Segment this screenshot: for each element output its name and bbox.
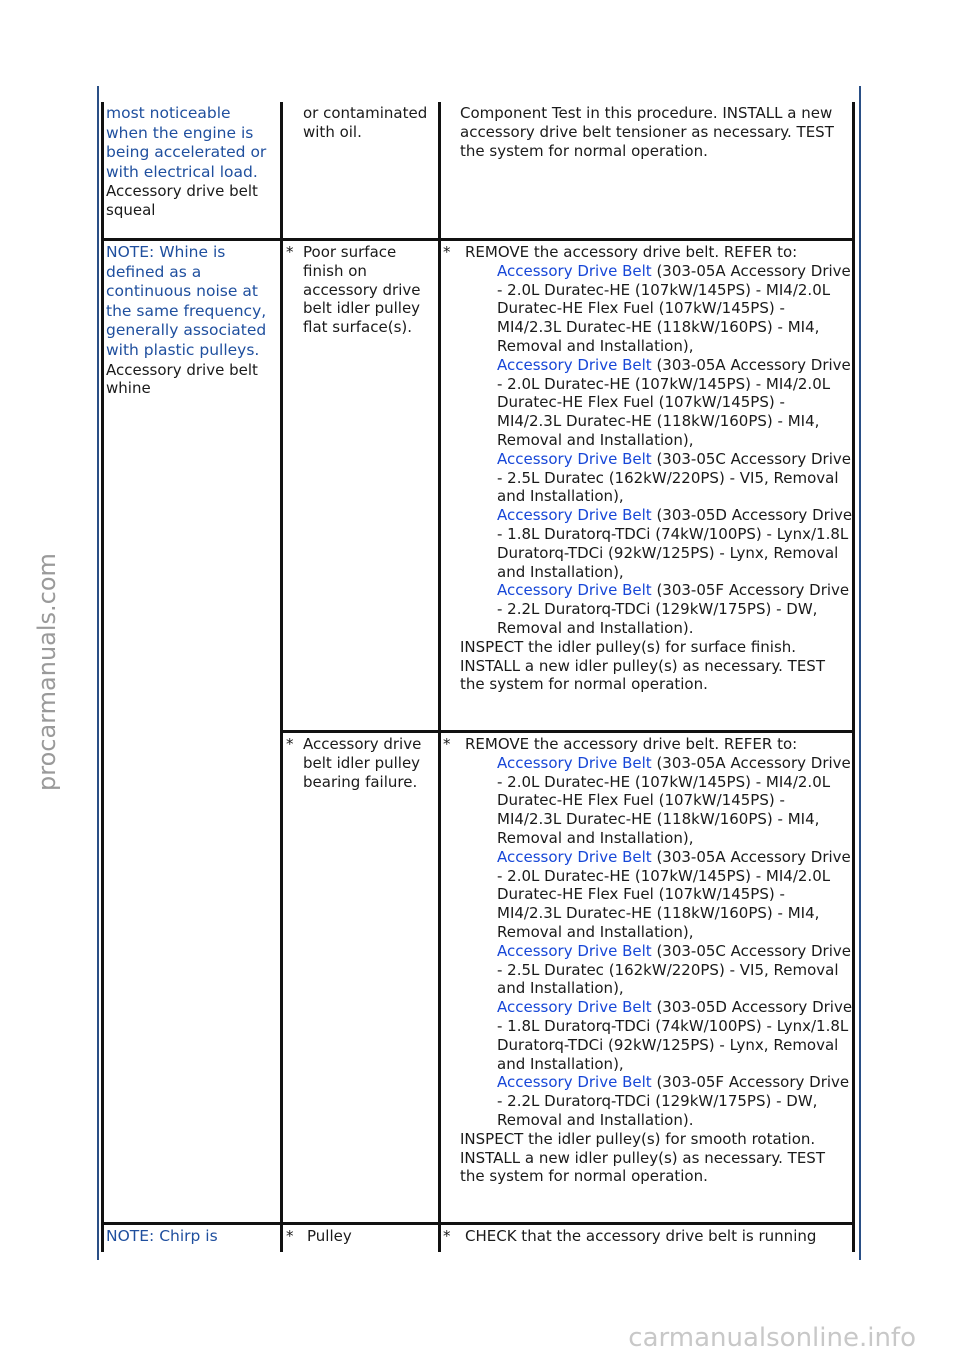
table-row (106, 243, 276, 398)
reference-list (443, 262, 853, 638)
action-text: Component Test in this procedure. INSTALL a new accessory drive belt tensioner as necessary. TEST the system for normal operation. (460, 104, 834, 160)
accessory-drive-belt-link[interactable]: Accessory Drive Belt (497, 998, 652, 1017)
action-cell (443, 735, 853, 1186)
reference-text: (303-05A Accessory Drive - 2.0L Duratec-HE (107kW/145PS) - MI4/2.0L Duratec-HE Flex Fuel (107kW/145PS) - MI4/2.3L Duratec-HE (118kW/160PS) - MI4, Removal and Installation), (497, 753, 851, 847)
accessory-drive-belt-link[interactable]: Accessory Drive Belt (497, 1073, 652, 1092)
symptom-note: NOTE: Chirp is (106, 1227, 218, 1245)
action-cell (443, 1227, 853, 1246)
cause-text: or contaminated with oil. (303, 104, 428, 141)
table-row (106, 104, 276, 220)
bullet-star: * (443, 1227, 451, 1245)
cause-cell (286, 243, 434, 337)
column-divider-1 (280, 102, 283, 1252)
bullet-star: * (443, 735, 451, 753)
table-border-left (101, 102, 104, 1252)
row-divider-3 (101, 1222, 855, 1225)
accessory-drive-belt-link[interactable]: Accessory Drive Belt (497, 753, 652, 772)
action-cell (460, 104, 850, 160)
symptom-note: most noticeable when the engine is being accelerated or with electrical load. (106, 104, 267, 181)
action-intro: REMOVE the accessory drive belt. REFER to: (465, 735, 798, 753)
cause-text: Poor surface finish on accessory drive belt idler pulley flat surface(s). (303, 243, 421, 337)
reference-item (497, 942, 853, 998)
cause-cell (303, 104, 435, 142)
bottom-watermark: carmanualsonline.info (628, 1323, 916, 1354)
action-cell (443, 243, 853, 694)
reference-text: (303-05A Accessory Drive - 2.0L Duratec-HE (107kW/145PS) - MI4/2.0L Duratec-HE Flex Fuel (107kW/145PS) - MI4/2.3L Duratec-HE (118kW/160PS) - MI4, Removal and Installation), (497, 847, 851, 941)
reference-text: (303-05C Accessory Drive - 2.5L Duratec (162kW/220PS) - VI5, Removal and Installation), (497, 941, 851, 998)
accessory-drive-belt-link[interactable]: Accessory Drive Belt (497, 941, 652, 960)
reference-item (497, 998, 853, 1073)
reference-item (497, 356, 853, 450)
symptom-label: Accessory drive belt squeal (106, 182, 258, 220)
cause-text: Accessory drive belt idler pulley bearing failure. (303, 735, 422, 791)
cause-text: Pulley (307, 1227, 352, 1245)
bullet-star: * (286, 1227, 294, 1245)
accessory-drive-belt-link[interactable]: Accessory Drive Belt (497, 847, 652, 866)
reference-text: (303-05A Accessory Drive - 2.0L Duratec-HE (107kW/145PS) - MI4/2.0L Duratec-HE Flex Fuel (107kW/145PS) - MI4/2.3L Duratec-HE (118kW/160PS) - MI4, Removal and Installation), (497, 261, 851, 355)
cause-cell (286, 735, 434, 791)
reference-item (497, 1073, 853, 1129)
action-outro: INSPECT the idler pulley(s) for surface finish. INSTALL a new idler pulley(s) as necessary. TEST the system for normal operation. (460, 637, 825, 694)
reference-text: (303-05D Accessory Drive - 1.8L Duratorq-TDCi (74kW/100PS) - Lynx/1.8L Duratorq-TDCi (92kW/125PS) - Lynx, Removal and Installation), (497, 506, 853, 581)
action-outro: INSPECT the idler pulley(s) for smooth rotation. INSTALL a new idler pulley(s) as necessary. TEST the system for normal operation. (460, 1129, 825, 1186)
page-border-right (859, 86, 861, 1260)
bullet-star: * (286, 243, 294, 261)
symptom-label: Accessory drive belt whine (106, 360, 258, 398)
reference-text: (303-05D Accessory Drive - 1.8L Duratorq-TDCi (74kW/100PS) - Lynx/1.8L Duratorq-TDCi (92kW/125PS) - Lynx, Removal and Installation), (497, 998, 853, 1073)
reference-text: (303-05F Accessory Drive - 2.2L Duratorq-TDCi (129kW/175PS) - DW, Removal and Installation). (497, 581, 850, 637)
accessory-drive-belt-link[interactable]: Accessory Drive Belt (497, 581, 652, 600)
accessory-drive-belt-link[interactable]: Accessory Drive Belt (497, 261, 652, 280)
action-intro: CHECK that the accessory drive belt is running (465, 1227, 817, 1245)
bullet-star: * (286, 735, 294, 753)
cause-cell (286, 1227, 434, 1246)
table-row (106, 1227, 276, 1246)
reference-text: (303-05C Accessory Drive - 2.5L Duratec (162kW/220PS) - VI5, Removal and Installation), (497, 449, 851, 506)
symptom-note: NOTE: Whine is defined as a continuous noise at the same frequency, generally associated with plastic pulleys. (106, 243, 267, 359)
bullet-star: * (443, 243, 451, 261)
action-intro: REMOVE the accessory drive belt. REFER to: (465, 243, 798, 261)
reference-list (443, 754, 853, 1130)
reference-item (497, 754, 853, 848)
reference-item (497, 581, 853, 637)
accessory-drive-belt-link[interactable]: Accessory Drive Belt (497, 355, 652, 374)
side-watermark: procarmanuals.com (33, 553, 61, 791)
accessory-drive-belt-link[interactable]: Accessory Drive Belt (497, 506, 652, 525)
column-divider-2 (438, 102, 441, 1252)
reference-item (497, 262, 853, 356)
reference-item (497, 450, 853, 506)
row-divider-2 (280, 730, 855, 733)
reference-item (497, 848, 853, 942)
row-divider-1 (101, 238, 855, 241)
reference-text: (303-05A Accessory Drive - 2.0L Duratec-HE (107kW/145PS) - MI4/2.0L Duratec-HE Flex Fuel (107kW/145PS) - MI4/2.3L Duratec-HE (118kW/160PS) - MI4, Removal and Installation), (497, 355, 851, 449)
page-border-left (97, 86, 99, 1260)
reference-text: (303-05F Accessory Drive - 2.2L Duratorq-TDCi (129kW/175PS) - DW, Removal and Installation). (497, 1073, 850, 1129)
accessory-drive-belt-link[interactable]: Accessory Drive Belt (497, 449, 652, 468)
reference-item (497, 506, 853, 581)
